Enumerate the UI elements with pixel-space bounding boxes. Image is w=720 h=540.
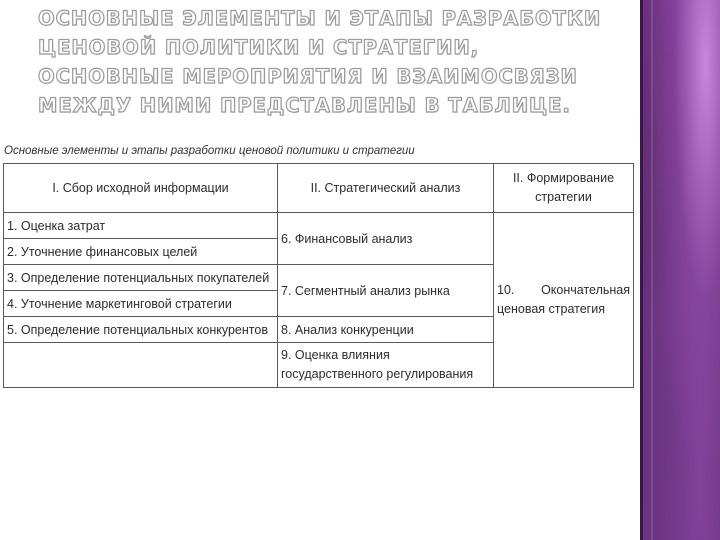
cell-financial-goals: 2. Уточнение финансовых целей [4,239,278,265]
cell-government-regulation: 9. Оценка влияния государственного регулирования [278,343,494,388]
final-strategy-line-2: ценовая стратегия [497,302,605,316]
slide-title: ОСНОВНЫЕ ЭЛЕМЕНТЫ И ЭТАПЫ РАЗРАБОТКИ ЦЕНОВОЙ ПОЛИТИКИ И СТРАТЕГИИ, ОСНОВНЫЕ МЕРОПРИЯТИЯ И ВЗАИМОСВЯЗИ МЕЖДУ НИМИ ПРЕДСТАВЛЕНЫ В ТАБЛИЦЕ. [38,7,602,117]
header-info-collection: I. Сбор исходной информации [4,164,278,213]
cell-market-segment-analysis: 7. Сегментный анализ рынка [278,265,494,317]
header-strategy-formation: II. Формирование стратегии [494,164,634,213]
decorative-side-panel [640,0,720,540]
header-strategic-analysis: II. Стратегический анализ [278,164,494,213]
final-strategy-line-1: 10. Окончательная [497,283,630,297]
cell-potential-buyers: 3. Определение потенциальных покупателей [4,265,278,291]
table-caption: Основные элементы и этапы разработки ценовой политики и стратегии [4,145,415,157]
cell-marketing-strategy: 4. Уточнение маркетинговой стратегии [4,291,278,317]
cell-financial-analysis: 6. Финансовый анализ [278,213,494,265]
cell-empty [4,343,278,388]
table-row [4,213,634,239]
pricing-stages-table [3,163,634,388]
cell-potential-competitors: 5. Определение потенциальных конкурентов [4,317,278,343]
cell-cost-estimation: 1. Оценка затрат [4,213,278,239]
cell-final-price-strategy [494,213,634,388]
table-header-row [4,164,634,213]
cell-competition-analysis: 8. Анализ конкуренции [278,317,494,343]
